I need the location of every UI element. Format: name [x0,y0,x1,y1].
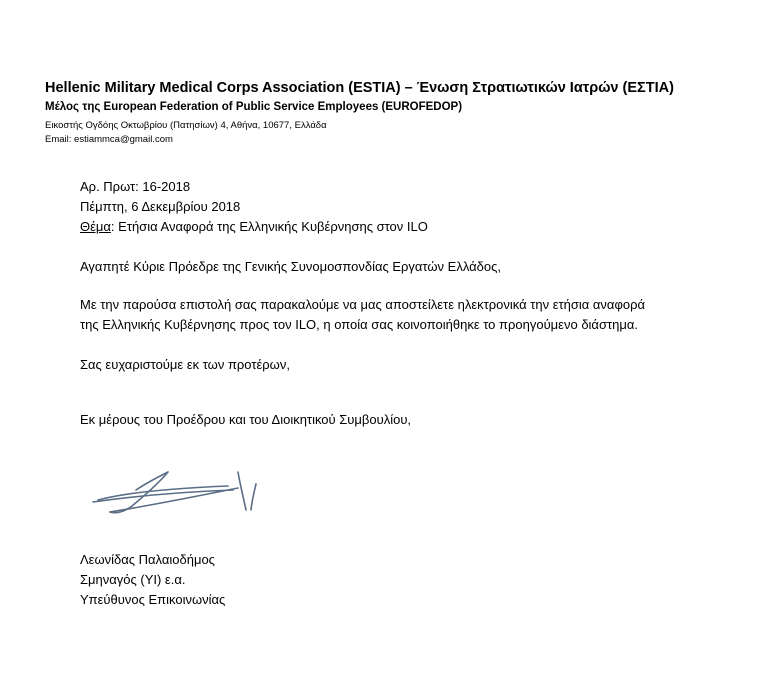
membership-line: Μέλος της European Federation of Public Service Employees (EUROFEDOP) [45,101,463,113]
reference-number: Αρ. Πρωτ: 16-2018 [80,179,191,194]
subject-line [80,217,720,237]
signatory-role: Υπεύθυνος Επικοινωνίας [80,592,226,607]
subject-label: Θέμα [80,219,111,234]
thanks-line: Σας ευχαριστούμε εκ των προτέρων, [80,357,290,372]
salutation: Αγαπητέ Κύριε Πρόεδρε της Γενικής Συνομοσπονδίας Εργατών Ελλάδος, [80,259,501,274]
body-paragraph-line-2: της Ελληνικής Κυβέρνησης προς τον ILO, η οποία σας κοινοποιήθηκε το προηγούμενο διάστημα. [80,317,638,332]
handwritten-signature [88,462,278,520]
letter-date: Πέμπτη, 6 Δεκεμβρίου 2018 [80,199,241,214]
email-line: Email: estiammca@gmail.com [45,134,173,145]
closing-line: Εκ μέρους του Προέδρου και του Διοικητικού Συμβουλίου, [80,412,412,427]
signatory-rank: Σμηναγός (ΥΙ) ε.α. [80,572,186,587]
address-line: Εικοστής Ογδόης Οκτωβρίου (Πατησίων) 4, Αθήνα, 10677, Ελλάδα [45,120,327,131]
letterhead [45,79,745,147]
subject-text: : Ετήσια Αναφορά της Ελληνικής Κυβέρνησης στον ILO [110,219,428,234]
signatory-name: Λεωνίδας Παλαιοδήμος [80,552,215,567]
body-paragraph-line-1: Με την παρούσα επιστολή σας παρακαλούμε να μας αποστείλετε ηλεκτρονικά την ετήσια αναφορά [80,297,646,312]
organization-name: Hellenic Military Medical Corps Association (ESTIA) – Ένωση Στρατιωτικών Ιατρών (ΕΣΤΙΑ) [45,80,674,96]
